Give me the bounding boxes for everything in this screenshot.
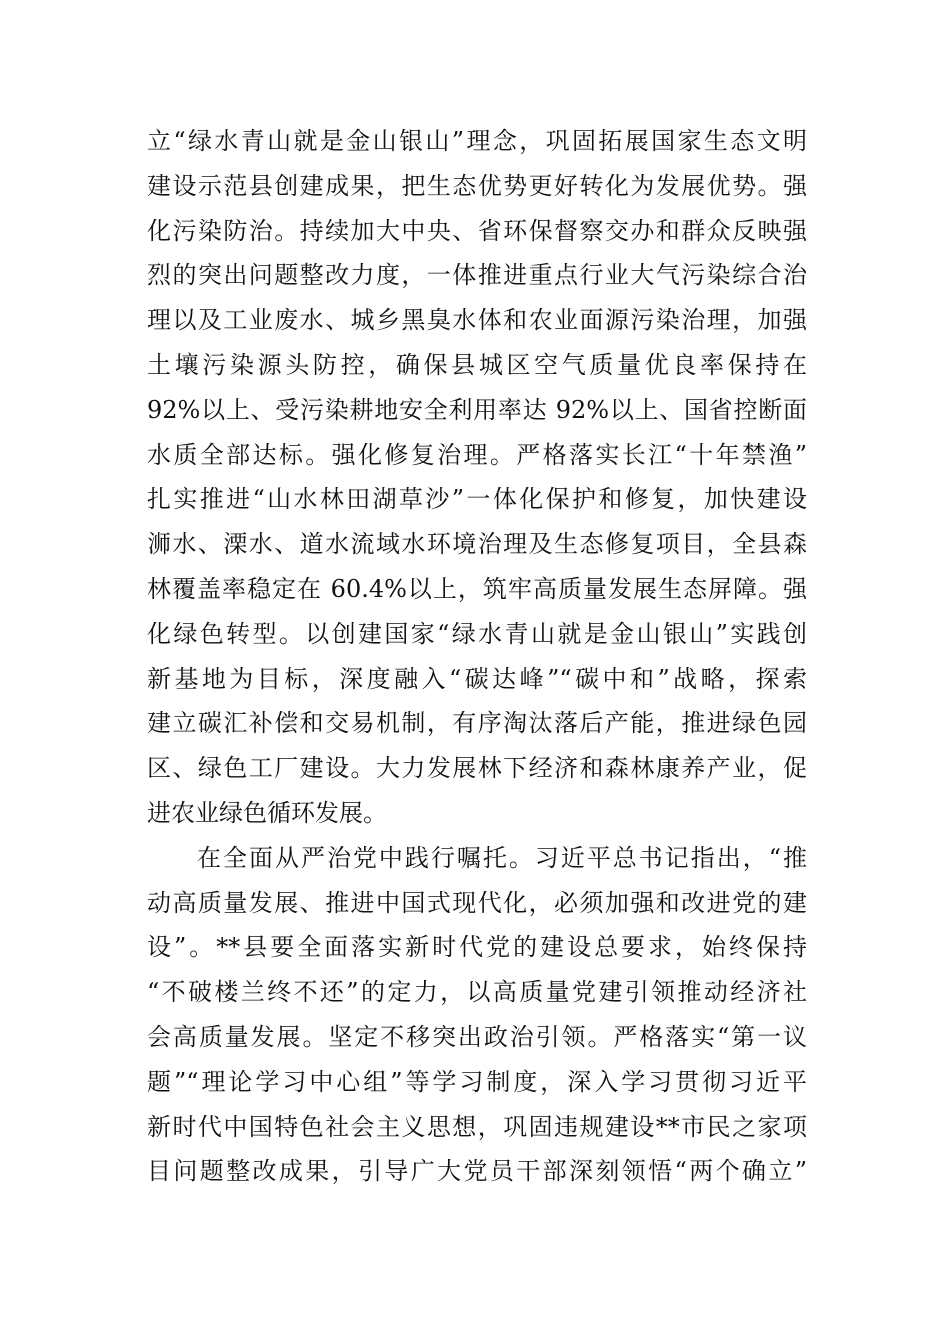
text-line: 建设示范县创建成果，把生态优势更好转化为发展优势。强 bbox=[147, 171, 807, 200]
text-line: 土壤污染源头防控，确保县城区空气质量优良率保持在 bbox=[147, 350, 807, 379]
text-line: 烈的突出问题整改力度，一体推进重点行业大气污染综合治 bbox=[147, 261, 807, 290]
text-line: 目问题整改成果，引导广大党员干部深刻领悟“两个确立” bbox=[147, 1157, 807, 1186]
text-line: 题”“理论学习中心组”等学习制度，深入学习贯彻习近平 bbox=[147, 1067, 807, 1096]
document-body bbox=[147, 119, 807, 1194]
text-line: 新时代中国特色社会主义思想，巩固违规建设**市民之家项 bbox=[147, 1112, 807, 1141]
text-line: 设”。**县要全面落实新时代党的建设总要求，始终保持 bbox=[147, 933, 807, 962]
text-line: 林覆盖率稳定在 60.4%以上，筑牢高质量发展生态屏障。强 bbox=[147, 574, 807, 603]
text-line: 区、绿色工厂建设。大力发展林下经济和森林康养产业，促 bbox=[147, 754, 807, 783]
text-line: 新基地为目标，深度融入“碳达峰”“碳中和”战略，探索 bbox=[147, 664, 807, 693]
text-line: 扎实推进“山水林田湖草沙”一体化保护和修复，加快建设 bbox=[147, 485, 807, 514]
text-line: “不破楼兰终不还”的定力，以高质量党建引领推动经济社 bbox=[147, 978, 807, 1007]
text-line: 动高质量发展、推进中国式现代化，必须加强和改进党的建 bbox=[147, 888, 807, 917]
text-line: 理以及工业废水、城乡黑臭水体和农业面源污染治理，加强 bbox=[147, 306, 807, 335]
text-line: 化绿色转型。以创建国家“绿水青山就是金山银山”实践创 bbox=[147, 619, 807, 648]
paragraph-1 bbox=[147, 119, 807, 836]
text-line: 建立碳汇补偿和交易机制，有序淘汰落后产能，推进绿色园 bbox=[147, 709, 807, 738]
text-line: 会高质量发展。坚定不移突出政治引领。严格落实“第一议 bbox=[147, 1022, 807, 1051]
text-line: 92%以上、受污染耕地安全利用率达 92%以上、国省控断面 bbox=[147, 395, 807, 424]
text-line: 水质全部达标。强化修复治理。严格落实长江“十年禁渔” bbox=[147, 440, 807, 469]
text-line: 浉水、溧水、道水流域水环境治理及生态修复项目，全县森 bbox=[147, 530, 807, 559]
text-line: 立“绿水青山就是金山银山”理念，巩固拓展国家生态文明 bbox=[147, 127, 807, 155]
text-line: 化污染防治。持续加大中央、省环保督察交办和群众反映强 bbox=[147, 216, 807, 245]
text-line: 进农业绿色循环发展。 bbox=[147, 798, 387, 827]
text-line: 在全面从严治党中践行嘱托。习近平总书记指出，“推 bbox=[197, 843, 807, 872]
paragraph-2 bbox=[147, 836, 807, 1194]
